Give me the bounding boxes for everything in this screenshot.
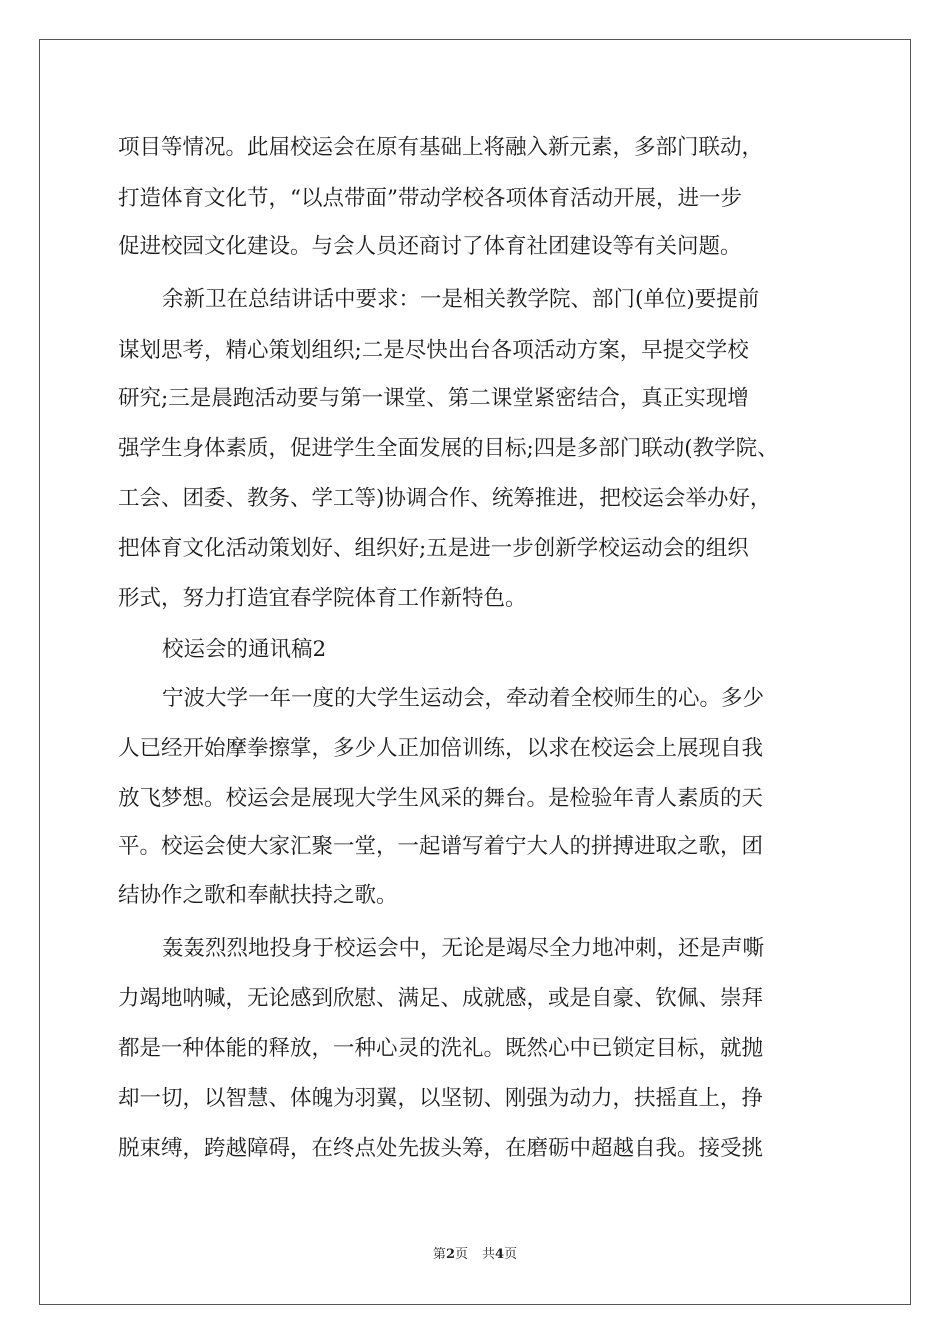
paragraph-line: 轰轰烈烈地投身于校运会中，无论是竭尽全力地冲刺，还是声嘶: [162, 936, 765, 961]
page-total: 共4页: [482, 1247, 518, 1262]
paragraph-line: 人已经开始摩拳擦掌，多少人正加倍训练，以求在校运会上展现自我: [118, 736, 764, 761]
page-number: 第2页: [432, 1247, 468, 1262]
paragraph-line: 放飞梦想。校运会是展现大学生风采的舞台。是检验年青人素质的天: [118, 786, 764, 811]
paragraph-line: 打造体育文化节，“以点带面”带动学校各项体育活动开展，进一步: [118, 186, 742, 211]
paragraph-line: 工会、团委、教务、学工等)协调合作、统筹推进，把校运会举办好，: [118, 486, 772, 511]
page-footer: [0, 1243, 950, 1262]
paragraph-line: 余新卫在总结讲话中要求：一是相关教学院、部门(单位)要提前: [162, 287, 760, 312]
page-frame: [39, 39, 911, 1305]
paragraph-line: 项目等情况。此届校运会在原有基础上将融入新元素，多部门联动，: [118, 135, 764, 160]
paragraph-line: 力竭地呐喊，无论感到欣慰、满足、成就感，或是自豪、钦佩、崇拜: [118, 986, 764, 1011]
section-heading: 校运会的通讯稿2: [162, 637, 327, 662]
paragraph-line: 谋划思考，精心策划组织;二是尽快出台各项活动方案，早提交学校: [118, 338, 749, 363]
paragraph-line: 却一切，以智慧、体魄为羽翼，以坚韧、刚强为动力，扶摇直上，挣: [118, 1086, 764, 1111]
paragraph-line: 平。校运会使大家汇聚一堂，一起谱写着宁大人的拼搏进取之歌，团: [118, 834, 764, 859]
paragraph-line: 宁波大学一年一度的大学生运动会，牵动着全校师生的心。多少: [162, 686, 765, 711]
paragraph-line: 强学生身体素质，促进学生全面发展的目标;四是多部门联动(教学院、: [118, 436, 779, 461]
paragraph-line: 研究;三是晨跑活动要与第一课堂、第二课堂紧密结合，真正实现增: [118, 386, 749, 411]
paragraph-line: 都是一种体能的释放，一种心灵的洗礼。既然心中已锁定目标，就抛: [118, 1036, 764, 1061]
paragraph-line: 结协作之歌和奉献扶持之歌。: [118, 883, 398, 908]
paragraph-line: 把体育文化活动策划好、组织好;五是进一步创新学校运动会的组织: [118, 536, 749, 561]
paragraph-line: 促进校园文化建设。与会人员还商讨了体育社团建设等有关问题。: [118, 234, 742, 259]
paragraph-line: 脱束缚，跨越障碍，在终点处先拔头筹，在磨砺中超越自我。接受挑: [118, 1136, 764, 1161]
paragraph-line: 形式，努力打造宜春学院体育工作新特色。: [118, 586, 527, 611]
